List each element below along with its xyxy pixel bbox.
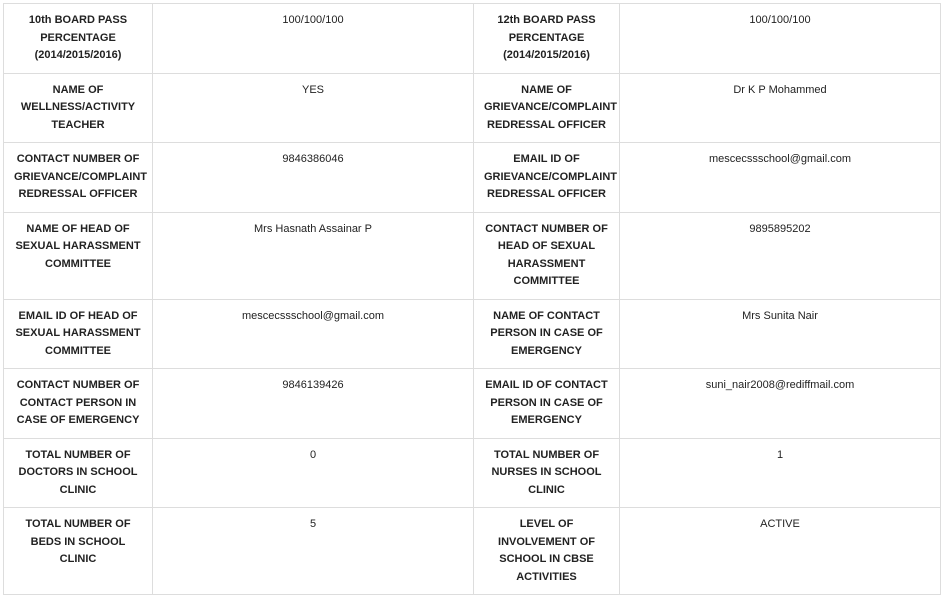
field-label: EMAIL ID OF HEAD OF SEXUAL HARASSMENT COMMITTEE: [4, 299, 153, 369]
table-row: [4, 143, 941, 213]
field-value: 9895895202: [620, 212, 941, 299]
field-value: suni_nair2008@rediffmail.com: [620, 369, 941, 439]
field-value: 9846386046: [153, 143, 474, 213]
field-label: LEVEL OF INVOLVEMENT OF SCHOOL IN CBSE ACTIVITIES: [474, 508, 620, 595]
field-label: 12th BOARD PASS PERCENTAGE (2014/2015/2016): [474, 4, 620, 74]
field-label: NAME OF HEAD OF SEXUAL HARASSMENT COMMITTEE: [4, 212, 153, 299]
field-label: CONTACT NUMBER OF HEAD OF SEXUAL HARASSMENT COMMITTEE: [474, 212, 620, 299]
field-value: 1: [620, 438, 941, 508]
field-value: 100/100/100: [153, 4, 474, 74]
field-value: 100/100/100: [620, 4, 941, 74]
field-label: NAME OF GRIEVANCE/COMPLAINT REDRESSAL OFFICER: [474, 73, 620, 143]
table-row: [4, 508, 941, 595]
table-row: [4, 299, 941, 369]
field-label: NAME OF WELLNESS/ACTIVITY TEACHER: [4, 73, 153, 143]
field-value: Dr K P Mohammed: [620, 73, 941, 143]
table-row: [4, 369, 941, 439]
field-value: ACTIVE: [620, 508, 941, 595]
field-label: TOTAL NUMBER OF DOCTORS IN SCHOOL CLINIC: [4, 438, 153, 508]
table-row: [4, 4, 941, 74]
field-label: EMAIL ID OF CONTACT PERSON IN CASE OF EMERGENCY: [474, 369, 620, 439]
field-value: mescecssschool@gmail.com: [620, 143, 941, 213]
field-value: Mrs Sunita Nair: [620, 299, 941, 369]
field-label: NAME OF CONTACT PERSON IN CASE OF EMERGENCY: [474, 299, 620, 369]
field-label: 10th BOARD PASS PERCENTAGE (2014/2015/2016): [4, 4, 153, 74]
school-info-table: [3, 3, 941, 595]
field-value: 0: [153, 438, 474, 508]
field-label: EMAIL ID OF GRIEVANCE/COMPLAINT REDRESSAL OFFICER: [474, 143, 620, 213]
field-label: CONTACT NUMBER OF CONTACT PERSON IN CASE OF EMERGENCY: [4, 369, 153, 439]
field-label: TOTAL NUMBER OF NURSES IN SCHOOL CLINIC: [474, 438, 620, 508]
field-label: CONTACT NUMBER OF GRIEVANCE/COMPLAINT REDRESSAL OFFICER: [4, 143, 153, 213]
table-row: [4, 438, 941, 508]
field-value: YES: [153, 73, 474, 143]
table-row: [4, 212, 941, 299]
field-label: TOTAL NUMBER OF BEDS IN SCHOOL CLINIC: [4, 508, 153, 595]
field-value: mescecssschool@gmail.com: [153, 299, 474, 369]
field-value: 9846139426: [153, 369, 474, 439]
field-value: 5: [153, 508, 474, 595]
field-value: Mrs Hasnath Assainar P: [153, 212, 474, 299]
table-row: [4, 73, 941, 143]
